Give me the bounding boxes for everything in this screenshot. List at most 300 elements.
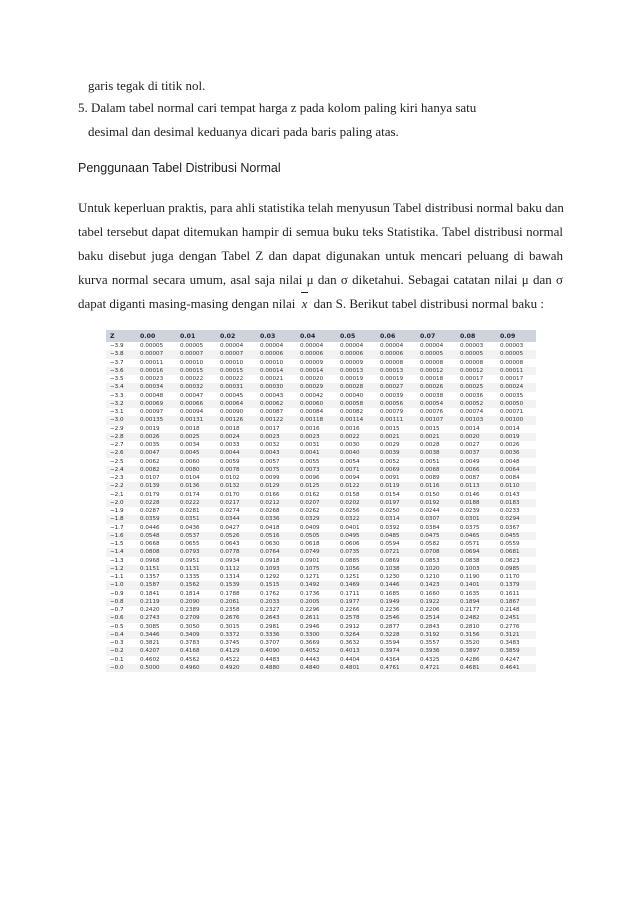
probability-cell: 0.2676: [216, 614, 256, 622]
probability-cell: 0.1762: [256, 590, 296, 598]
paragraph-line-4: kurva normal secara umum, asal saja nilai μ dan σ diketahui. Sebagai catatan nilai μ dan σ: [78, 272, 563, 287]
probability-cell: 0.1841: [136, 590, 176, 598]
probability-cell: 0.4840: [296, 664, 336, 672]
probability-cell: 0.0681: [496, 548, 536, 556]
probability-cell: 0.3446: [136, 631, 176, 639]
probability-cell: 0.0116: [416, 482, 456, 490]
probability-cell: 0.3594: [376, 639, 416, 647]
probability-cell: 0.2327: [256, 606, 296, 614]
probability-cell: 0.0192: [416, 499, 456, 507]
paragraph-line-2: tabel tersebut dapat ditemukan hampir di semua buku teks Statistika. Tabel distribusi normal: [78, 224, 563, 239]
probability-cell: 0.00131: [176, 416, 216, 424]
probability-cell: 0.0015: [416, 425, 456, 433]
z-value-cell: −1.6: [106, 532, 136, 540]
probability-cell: 0.0014: [496, 425, 536, 433]
probability-cell: 0.4090: [256, 647, 296, 655]
probability-cell: 0.0044: [216, 449, 256, 457]
table-row: [106, 631, 536, 639]
probability-cell: 0.0618: [296, 540, 336, 548]
probability-cell: 0.0162: [296, 491, 336, 499]
probability-cell: 0.0778: [216, 548, 256, 556]
probability-cell: 0.0038: [416, 449, 456, 457]
table-row: [106, 656, 536, 664]
z-value-cell: −2.3: [106, 474, 136, 482]
probability-cell: 0.00047: [176, 392, 216, 400]
probability-cell: 0.1335: [176, 573, 216, 581]
section-heading: Penggunaan Tabel Distribusi Normal: [78, 161, 281, 175]
probability-cell: 0.0427: [216, 524, 256, 532]
z-value-cell: −0.5: [106, 623, 136, 631]
table-body: [106, 342, 536, 672]
probability-cell: 0.0099: [256, 474, 296, 482]
probability-cell: 0.0036: [496, 449, 536, 457]
table-row: [106, 359, 536, 367]
probability-cell: 0.00064: [216, 400, 256, 408]
probability-cell: 0.1685: [376, 590, 416, 598]
z-value-cell: −1.1: [106, 573, 136, 581]
probability-cell: 0.0019: [136, 425, 176, 433]
header-col-0.02: 0.02: [216, 330, 256, 342]
probability-cell: 0.0630: [256, 540, 296, 548]
probability-cell: 0.00006: [296, 350, 336, 358]
probability-cell: 0.3085: [136, 623, 176, 631]
probability-cell: 0.1292: [256, 573, 296, 581]
table-row: [106, 433, 536, 441]
probability-cell: 0.00019: [376, 375, 416, 383]
probability-cell: 0.00010: [176, 359, 216, 367]
probability-cell: 0.0505: [296, 532, 336, 540]
table-row: [106, 581, 536, 589]
probability-cell: 0.3336: [256, 631, 296, 639]
paragraph-line-5-start: dapat diganti masing-masing dengan nilai: [78, 296, 296, 311]
probability-cell: 0.0418: [256, 524, 296, 532]
probability-cell: 0.0643: [216, 540, 256, 548]
probability-cell: 0.00022: [216, 375, 256, 383]
z-value-cell: −1.7: [106, 524, 136, 532]
probability-cell: 0.00126: [216, 416, 256, 424]
probability-cell: 0.0110: [496, 482, 536, 490]
probability-cell: 0.3821: [136, 639, 176, 647]
probability-cell: 0.3015: [216, 623, 256, 631]
probability-cell: 0.1469: [336, 581, 376, 589]
probability-cell: 0.00079: [376, 408, 416, 416]
probability-cell: 0.0143: [496, 491, 536, 499]
probability-cell: 0.0016: [296, 425, 336, 433]
paragraph-line-1: Untuk keperluan praktis, para ahli statistika telah menyusun Tabel distribusi normal baku dan: [78, 200, 564, 215]
header-col-0.00: 0.00: [136, 330, 176, 342]
probability-cell: 0.0968: [136, 557, 176, 565]
probability-cell: 0.00087: [256, 408, 296, 416]
table-row: [106, 532, 536, 540]
probability-cell: 0.0244: [416, 507, 456, 515]
probability-cell: 0.0014: [456, 425, 496, 433]
probability-cell: 0.00062: [256, 400, 296, 408]
probability-cell: 0.1611: [496, 590, 536, 598]
probability-cell: 0.0401: [336, 524, 376, 532]
probability-cell: 0.1401: [456, 581, 496, 589]
probability-cell: 0.2090: [176, 598, 216, 606]
probability-cell: 0.0119: [376, 482, 416, 490]
probability-cell: 0.1660: [416, 590, 456, 598]
table-row: [106, 557, 536, 565]
probability-cell: 0.0287: [136, 507, 176, 515]
probability-cell: 0.0087: [456, 474, 496, 482]
probability-cell: 0.00023: [136, 375, 176, 383]
probability-cell: 0.0166: [256, 491, 296, 499]
probability-cell: 0.00084: [296, 408, 336, 416]
probability-cell: 0.0838: [456, 557, 496, 565]
probability-cell: 0.4247: [496, 656, 536, 664]
probability-cell: 0.00004: [216, 342, 256, 350]
probability-cell: 0.0060: [176, 458, 216, 466]
z-value-cell: −3.8: [106, 350, 136, 358]
probability-cell: 0.0495: [336, 532, 376, 540]
table-row: [106, 598, 536, 606]
probability-cell: 0.0307: [416, 515, 456, 523]
probability-cell: 0.00036: [456, 392, 496, 400]
probability-cell: 0.0034: [176, 441, 216, 449]
probability-cell: 0.00058: [336, 400, 376, 408]
probability-cell: 0.0150: [416, 491, 456, 499]
probability-cell: 0.0073: [296, 466, 336, 474]
probability-cell: 0.2546: [376, 614, 416, 622]
probability-cell: 0.0708: [416, 548, 456, 556]
probability-cell: 0.0869: [376, 557, 416, 565]
probability-cell: 0.0571: [456, 540, 496, 548]
probability-cell: 0.0023: [296, 433, 336, 441]
probability-cell: 0.3707: [256, 639, 296, 647]
table-row: [106, 507, 536, 515]
probability-cell: 0.0139: [136, 482, 176, 490]
probability-cell: 0.00015: [176, 367, 216, 375]
probability-cell: 0.1038: [376, 565, 416, 573]
probability-cell: 0.3974: [376, 647, 416, 655]
probability-cell: 0.2611: [296, 614, 336, 622]
z-value-cell: −0.2: [106, 647, 136, 655]
probability-cell: 0.0329: [296, 515, 336, 523]
probability-cell: 0.1056: [336, 565, 376, 573]
probability-cell: 0.0268: [256, 507, 296, 515]
z-value-cell: −3.4: [106, 383, 136, 391]
table-row: [106, 392, 536, 400]
probability-cell: 0.0485: [376, 532, 416, 540]
probability-cell: 0.0409: [296, 524, 336, 532]
header-col-0.07: 0.07: [416, 330, 456, 342]
table-row: [106, 408, 536, 416]
probability-cell: 0.4880: [256, 664, 296, 672]
probability-cell: 0.0158: [336, 491, 376, 499]
table-row: [106, 482, 536, 490]
probability-cell: 0.00045: [216, 392, 256, 400]
list-item-5-continuation: desimal dan desimal keduanya dicari pada baris paling atas.: [88, 124, 399, 139]
probability-cell: 0.0344: [216, 515, 256, 523]
probability-cell: 0.2206: [416, 606, 456, 614]
probability-cell: 0.4168: [176, 647, 216, 655]
probability-cell: 0.4013: [336, 647, 376, 655]
probability-cell: 0.0314: [376, 515, 416, 523]
z-value-cell: −2.6: [106, 449, 136, 457]
probability-cell: 0.2266: [336, 606, 376, 614]
table-row: [106, 400, 536, 408]
probability-cell: 0.0029: [376, 441, 416, 449]
probability-cell: 0.00006: [256, 350, 296, 358]
probability-cell: 0.00048: [136, 392, 176, 400]
probability-cell: 0.0049: [456, 458, 496, 466]
probability-cell: 0.00029: [296, 383, 336, 391]
probability-cell: 0.0146: [456, 491, 496, 499]
table-row: [106, 639, 536, 647]
probability-cell: 0.00003: [496, 342, 536, 350]
probability-cell: 0.0122: [336, 482, 376, 490]
probability-cell: 0.0045: [176, 449, 216, 457]
probability-cell: 0.00003: [456, 342, 496, 350]
probability-cell: 0.3897: [456, 647, 496, 655]
probability-cell: 0.0136: [176, 482, 216, 490]
probability-cell: 0.2643: [256, 614, 296, 622]
probability-cell: 0.0301: [456, 515, 496, 523]
z-value-cell: −3.7: [106, 359, 136, 367]
probability-cell: 0.00024: [496, 383, 536, 391]
probability-cell: 0.00028: [336, 383, 376, 391]
probability-cell: 0.0207: [296, 499, 336, 507]
probability-cell: 0.00100: [496, 416, 536, 424]
z-value-cell: −0.1: [106, 656, 136, 664]
z-value-cell: −1.9: [106, 507, 136, 515]
probability-cell: 0.00035: [496, 392, 536, 400]
z-value-cell: −1.2: [106, 565, 136, 573]
probability-cell: 0.0901: [296, 557, 336, 565]
probability-cell: 0.0475: [416, 532, 456, 540]
probability-cell: 0.00007: [176, 350, 216, 358]
probability-cell: 0.00076: [416, 408, 456, 416]
probability-cell: 0.00019: [336, 375, 376, 383]
table-row: [106, 623, 536, 631]
probability-cell: 0.0047: [136, 449, 176, 457]
probability-cell: 0.0017: [256, 425, 296, 433]
probability-cell: 0.0084: [496, 474, 536, 482]
probability-cell: 0.0132: [216, 482, 256, 490]
probability-cell: 0.00114: [336, 416, 376, 424]
probability-cell: 0.00043: [256, 392, 296, 400]
probability-cell: 0.0735: [336, 548, 376, 556]
z-distribution-table: [106, 330, 536, 672]
probability-cell: 0.00060: [296, 400, 336, 408]
probability-cell: 0.0102: [216, 474, 256, 482]
table-row: [106, 367, 536, 375]
probability-cell: 0.4602: [136, 656, 176, 664]
probability-cell: 0.0392: [376, 524, 416, 532]
probability-cell: 0.00009: [296, 359, 336, 367]
probability-cell: 0.0823: [496, 557, 536, 565]
probability-cell: 0.00042: [296, 392, 336, 400]
probability-cell: 0.00008: [376, 359, 416, 367]
probability-cell: 0.3409: [176, 631, 216, 639]
probability-cell: 0.2810: [456, 623, 496, 631]
probability-cell: 0.2776: [496, 623, 536, 631]
probability-cell: 0.3632: [336, 639, 376, 647]
probability-cell: 0.0516: [256, 532, 296, 540]
probability-cell: 0.0262: [296, 507, 336, 515]
probability-cell: 0.00016: [136, 367, 176, 375]
probability-cell: 0.1423: [416, 581, 456, 589]
header-col-0.09: 0.09: [496, 330, 536, 342]
probability-cell: 0.4641: [496, 664, 536, 672]
probability-cell: 0.0022: [336, 433, 376, 441]
probability-cell: 0.0668: [136, 540, 176, 548]
probability-cell: 0.0808: [136, 548, 176, 556]
probability-cell: 0.0239: [456, 507, 496, 515]
probability-cell: 0.0384: [416, 524, 456, 532]
probability-cell: 0.0055: [296, 458, 336, 466]
table-row: [106, 515, 536, 523]
probability-cell: 0.00097: [136, 408, 176, 416]
probability-cell: 0.1020: [416, 565, 456, 573]
probability-cell: 0.00050: [496, 400, 536, 408]
probability-cell: 0.2177: [456, 606, 496, 614]
probability-cell: 0.00026: [416, 383, 456, 391]
probability-cell: 0.4325: [416, 656, 456, 664]
probability-cell: 0.0934: [216, 557, 256, 565]
probability-cell: 0.00004: [376, 342, 416, 350]
probability-cell: 0.4761: [376, 664, 416, 672]
probability-cell: 0.3783: [176, 639, 216, 647]
probability-cell: 0.0089: [416, 474, 456, 482]
probability-cell: 0.0222: [176, 499, 216, 507]
header-col-0.04: 0.04: [296, 330, 336, 342]
probability-cell: 0.00122: [256, 416, 296, 424]
table-header-row: [106, 330, 536, 342]
probability-cell: 0.0455: [496, 532, 536, 540]
probability-cell: 0.00004: [416, 342, 456, 350]
probability-cell: 0.0217: [216, 499, 256, 507]
probability-cell: 0.2451: [496, 614, 536, 622]
z-value-cell: −2.1: [106, 491, 136, 499]
header-col-0.05: 0.05: [336, 330, 376, 342]
probability-cell: 0.4443: [296, 656, 336, 664]
probability-cell: 0.2946: [296, 623, 336, 631]
probability-cell: 0.00005: [496, 350, 536, 358]
probability-cell: 0.2148: [496, 606, 536, 614]
probability-cell: 0.0062: [136, 458, 176, 466]
probability-cell: 0.1190: [456, 573, 496, 581]
probability-cell: 0.0080: [176, 466, 216, 474]
z-value-cell: −3.3: [106, 392, 136, 400]
probability-cell: 0.0655: [176, 540, 216, 548]
probability-cell: 0.3050: [176, 623, 216, 631]
probability-cell: 0.4129: [216, 647, 256, 655]
z-value-cell: −3.9: [106, 342, 136, 350]
probability-cell: 0.00074: [456, 408, 496, 416]
table-row: [106, 647, 536, 655]
table-row: [106, 383, 536, 391]
probability-cell: 0.1711: [336, 590, 376, 598]
probability-cell: 0.00005: [416, 350, 456, 358]
probability-cell: 0.2877: [376, 623, 416, 631]
probability-cell: 0.2482: [456, 614, 496, 622]
probability-cell: 0.0113: [456, 482, 496, 490]
probability-cell: 0.2578: [336, 614, 376, 622]
probability-cell: 0.2912: [336, 623, 376, 631]
probability-cell: 0.00005: [136, 342, 176, 350]
z-value-cell: −2.9: [106, 425, 136, 433]
probability-cell: 0.1788: [216, 590, 256, 598]
probability-cell: 0.0024: [216, 433, 256, 441]
probability-cell: 0.1562: [176, 581, 216, 589]
list-item-5: 5. Dalam tabel normal cari tempat harga z pada kolom paling kiri hanya satu: [78, 100, 477, 115]
z-value-cell: −3.6: [106, 367, 136, 375]
probability-cell: 0.0436: [176, 524, 216, 532]
table-row: [106, 664, 536, 672]
probability-cell: 0.4052: [296, 647, 336, 655]
probability-cell: 0.0052: [376, 458, 416, 466]
probability-cell: 0.00034: [136, 383, 176, 391]
probability-cell: 0.0020: [456, 433, 496, 441]
table-row: [106, 499, 536, 507]
probability-cell: 0.0322: [336, 515, 376, 523]
header-col-0.03: 0.03: [256, 330, 296, 342]
probability-cell: 0.0212: [256, 499, 296, 507]
probability-cell: 0.00118: [296, 416, 336, 424]
probability-cell: 0.00007: [216, 350, 256, 358]
z-value-cell: −0.6: [106, 614, 136, 622]
probability-cell: 0.1230: [376, 573, 416, 581]
probability-cell: 0.00094: [176, 408, 216, 416]
probability-cell: 0.0030: [336, 441, 376, 449]
table-row: [106, 342, 536, 350]
probability-cell: 0.0793: [176, 548, 216, 556]
probability-cell: 0.0274: [216, 507, 256, 515]
probability-cell: 0.0057: [256, 458, 296, 466]
z-value-cell: −1.0: [106, 581, 136, 589]
probability-cell: 0.0026: [496, 441, 536, 449]
probability-cell: 0.0853: [416, 557, 456, 565]
probability-cell: 0.00135: [136, 416, 176, 424]
probability-cell: 0.00018: [416, 375, 456, 383]
z-value-cell: −3.0: [106, 416, 136, 424]
probability-cell: 0.1210: [416, 573, 456, 581]
probability-cell: 0.3156: [456, 631, 496, 639]
probability-cell: 0.4920: [216, 664, 256, 672]
probability-cell: 0.2358: [216, 606, 256, 614]
probability-cell: 0.0059: [216, 458, 256, 466]
probability-cell: 0.0359: [136, 515, 176, 523]
probability-cell: 0.00111: [376, 416, 416, 424]
probability-cell: 0.00017: [456, 375, 496, 383]
probability-cell: 0.0082: [136, 466, 176, 474]
probability-cell: 0.00004: [296, 342, 336, 350]
probability-cell: 0.1515: [256, 581, 296, 589]
probability-cell: 0.1949: [376, 598, 416, 606]
probability-cell: 0.2236: [376, 606, 416, 614]
probability-cell: 0.0051: [416, 458, 456, 466]
probability-cell: 0.2033: [256, 598, 296, 606]
probability-cell: 0.1922: [416, 598, 456, 606]
header-col-0.06: 0.06: [376, 330, 416, 342]
probability-cell: 0.00007: [136, 350, 176, 358]
probability-cell: 0.3121: [496, 631, 536, 639]
probability-cell: 0.3745: [216, 639, 256, 647]
probability-cell: 0.0016: [336, 425, 376, 433]
probability-cell: 0.2420: [136, 606, 176, 614]
probability-cell: 0.0096: [296, 474, 336, 482]
probability-cell: 0.00054: [416, 400, 456, 408]
probability-cell: 0.5000: [136, 664, 176, 672]
probability-cell: 0.1736: [296, 590, 336, 598]
probability-cell: 0.1357: [136, 573, 176, 581]
probability-cell: 0.00008: [416, 359, 456, 367]
probability-cell: 0.3228: [376, 631, 416, 639]
probability-cell: 0.0031: [296, 441, 336, 449]
